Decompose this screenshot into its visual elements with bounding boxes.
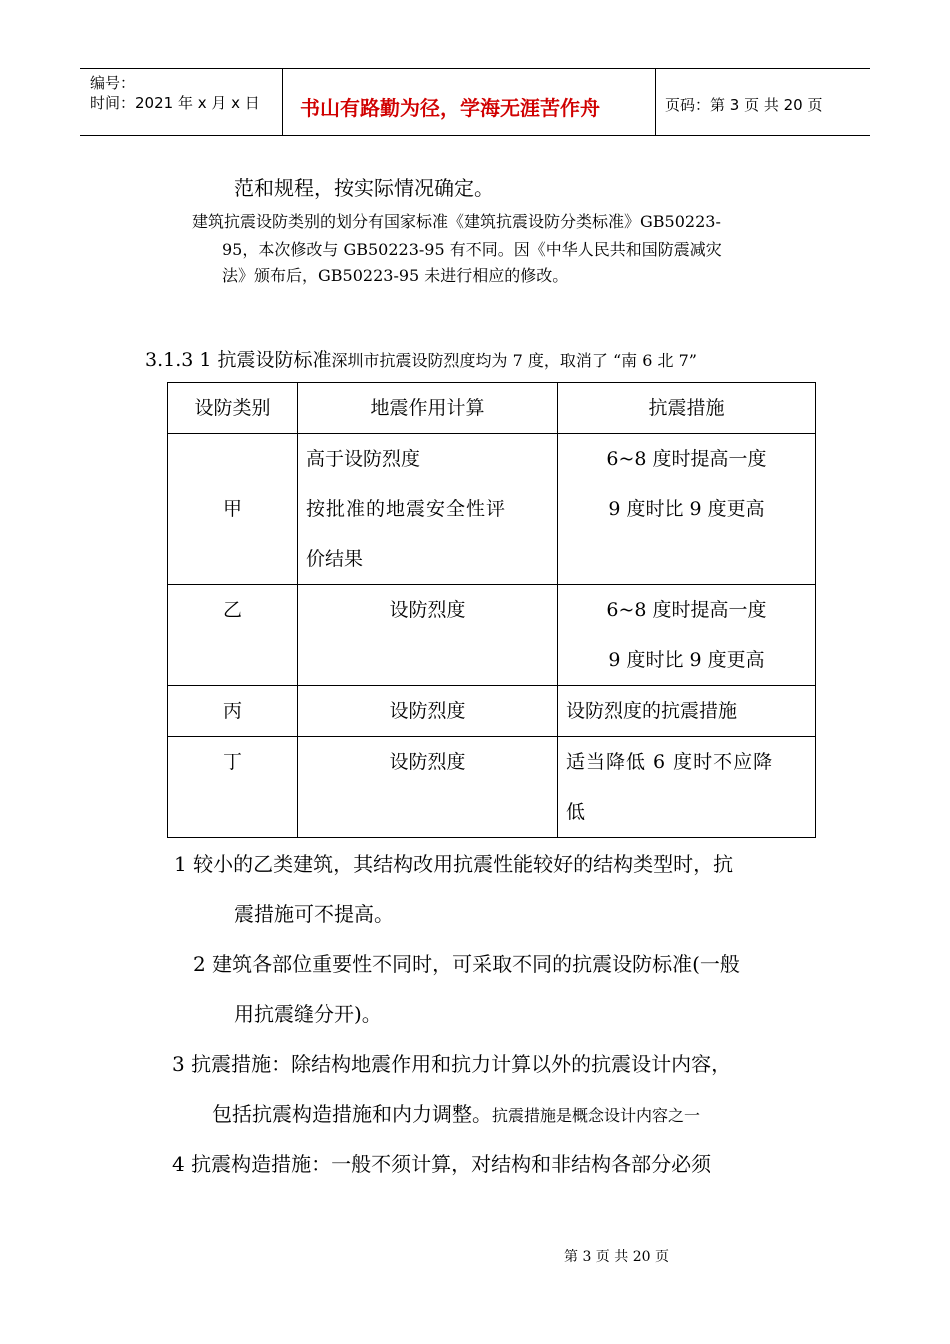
cell-calc — [298, 686, 558, 737]
doc-time-label: 时间：2021 年 x 月 x 日 — [90, 94, 260, 112]
cell-measures-line: 6~8 度时提高一度 — [606, 599, 767, 621]
cell-calc-line: 高于设防烈度 — [306, 448, 421, 470]
cell-category: 乙 — [168, 585, 298, 686]
cell-category: 丙 — [168, 686, 298, 737]
cell-calc-line: 设防烈度 — [389, 751, 466, 773]
cell-measures — [558, 686, 816, 737]
note-line-3: 法》颁布后，GB50223-95 未进行相应的修改。 — [222, 266, 569, 285]
table-header-row — [168, 383, 816, 434]
header-cell-calc: 地震作用计算 — [298, 383, 558, 434]
table-row-jia — [168, 434, 816, 585]
header-bottom-rule — [80, 135, 870, 136]
cell-measures-line: 6~8 度时提高一度 — [606, 448, 767, 470]
seismic-fortification-table — [167, 382, 816, 838]
page-footer: 第 3 页 共 20 页 — [564, 1249, 669, 1265]
section-note: 深圳市抗震设防烈度均为 7 度，取消了 “南 6 北 7” — [331, 351, 697, 370]
body-line-1: 范和规程，按实际情况确定。 — [234, 176, 494, 200]
header-cell-measures: 抗震措施 — [558, 383, 816, 434]
item-2-line-2: 用抗震缝分开)。 — [234, 1002, 382, 1026]
item-3-line-2: 包括抗震构造措施和内力调整。 — [212, 1102, 492, 1126]
header-divider-left — [282, 68, 283, 136]
cell-calc-line: 设防烈度 — [389, 700, 466, 722]
table-row-bing — [168, 686, 816, 737]
item-1-line-1: 1 较小的乙类建筑，其结构改用抗震性能较好的结构类型时，抗 — [174, 852, 734, 876]
cell-calc-line: 按批准的地震安全性评 — [306, 498, 507, 520]
cell-measures — [558, 737, 816, 838]
header-motto: 书山有路勤为径，学海无涯苦作舟 — [300, 96, 600, 120]
header-top-rule — [80, 68, 870, 69]
cell-measures — [558, 434, 816, 585]
item-4-line-1: 4 抗震构造措施：一般不须计算，对结构和非结构各部分必须 — [172, 1152, 712, 1176]
header-page-info: 页码：第 3 页 共 20 页 — [665, 96, 823, 114]
cell-calc — [298, 737, 558, 838]
cell-measures-line: 适当降低 6 度时不应降 — [566, 751, 774, 773]
cell-calc-line: 设防烈度 — [389, 599, 466, 621]
item-2-line-1: 2 建筑各部位重要性不同时，可采取不同的抗震设防标准(一般 — [193, 952, 740, 976]
cell-category: 丁 — [168, 737, 298, 838]
note-line-2: 95，本次修改与 GB50223-95 有不同。因《中华人民共和国防震减灾 — [222, 240, 722, 259]
cell-measures-line: 9 度时比 9 度更高 — [608, 649, 765, 671]
section-heading-row — [145, 345, 697, 372]
item-3-note: 抗震措施是概念设计内容之一 — [492, 1106, 701, 1125]
header-divider-right — [655, 68, 656, 136]
cell-calc-line: 价结果 — [306, 548, 364, 570]
table-row-yi — [168, 585, 816, 686]
cell-measures-line: 设防烈度的抗震措施 — [566, 700, 738, 722]
note-line-1: 建筑抗震设防类别的划分有国家标准《建筑抗震设防分类标准》GB50223- — [192, 212, 721, 231]
cell-measures — [558, 585, 816, 686]
section-heading: 3.1.3 1 抗震设防标准 — [145, 349, 332, 371]
cell-measures-line: 低 — [566, 801, 586, 823]
header-cell-category: 设防类别 — [168, 383, 298, 434]
item-3-line-2-row — [212, 1098, 700, 1127]
cell-calc — [298, 434, 558, 585]
table-row-ding — [168, 737, 816, 838]
doc-number-label: 编号： — [90, 74, 136, 92]
item-3-line-1: 3 抗震措施：除结构地震作用和抗力计算以外的抗震设计内容， — [172, 1052, 732, 1076]
cell-calc — [298, 585, 558, 686]
item-1-line-2: 震措施可不提高。 — [234, 902, 394, 926]
cell-category: 甲 — [168, 434, 298, 585]
cell-measures-line: 9 度时比 9 度更高 — [608, 498, 765, 520]
